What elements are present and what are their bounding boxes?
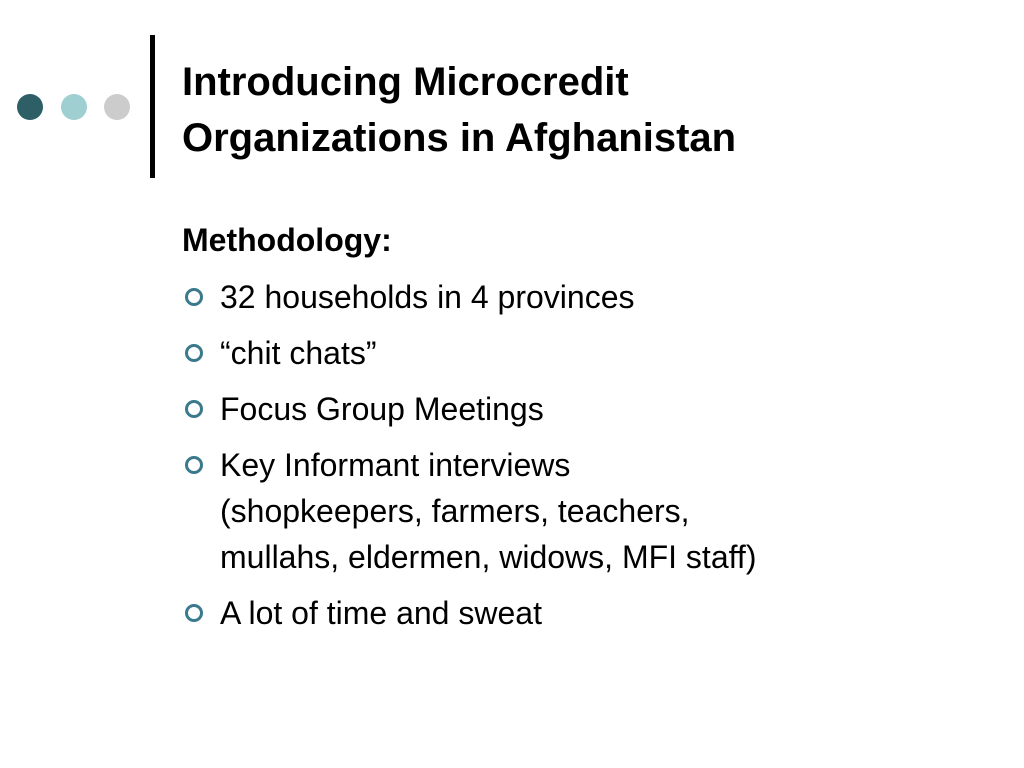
title-line-1: Introducing Microcredit bbox=[182, 60, 629, 104]
ring-bullet-icon bbox=[185, 456, 203, 474]
slide-title bbox=[182, 54, 1002, 166]
bullet-text: 32 households in 4 provinces bbox=[220, 279, 635, 315]
title-line-2: Organizations in Afghanistan bbox=[182, 116, 737, 160]
decorative-dots bbox=[17, 94, 137, 122]
ring-bullet-icon bbox=[185, 400, 203, 418]
ring-bullet-icon bbox=[185, 344, 203, 362]
methodology-heading: Methodology: bbox=[182, 222, 392, 258]
ring-bullet-icon bbox=[185, 604, 203, 622]
bullet-text: “chit chats” bbox=[220, 335, 377, 371]
bullet-item bbox=[182, 274, 1002, 320]
bullet-item bbox=[182, 330, 1002, 376]
bullet-text-line-1: Key Informant interviews bbox=[220, 447, 571, 483]
slide-body bbox=[182, 218, 1002, 646]
gray-dot bbox=[104, 94, 130, 120]
bullet-item bbox=[182, 386, 1002, 432]
bullet-text-line-2: (shopkeepers, farmers, teachers, bbox=[220, 493, 690, 529]
light-teal-dot bbox=[61, 94, 87, 120]
bullet-list bbox=[182, 274, 1002, 636]
bullet-item bbox=[182, 590, 1002, 636]
dark-teal-dot bbox=[17, 94, 43, 120]
bullet-item bbox=[182, 442, 1002, 580]
bullet-text: A lot of time and sweat bbox=[220, 595, 542, 631]
title-divider bbox=[150, 35, 155, 178]
ring-bullet-icon bbox=[185, 288, 203, 306]
bullet-text: Focus Group Meetings bbox=[220, 391, 544, 427]
bullet-text-line-3: mullahs, eldermen, widows, MFI staff) bbox=[220, 539, 757, 575]
